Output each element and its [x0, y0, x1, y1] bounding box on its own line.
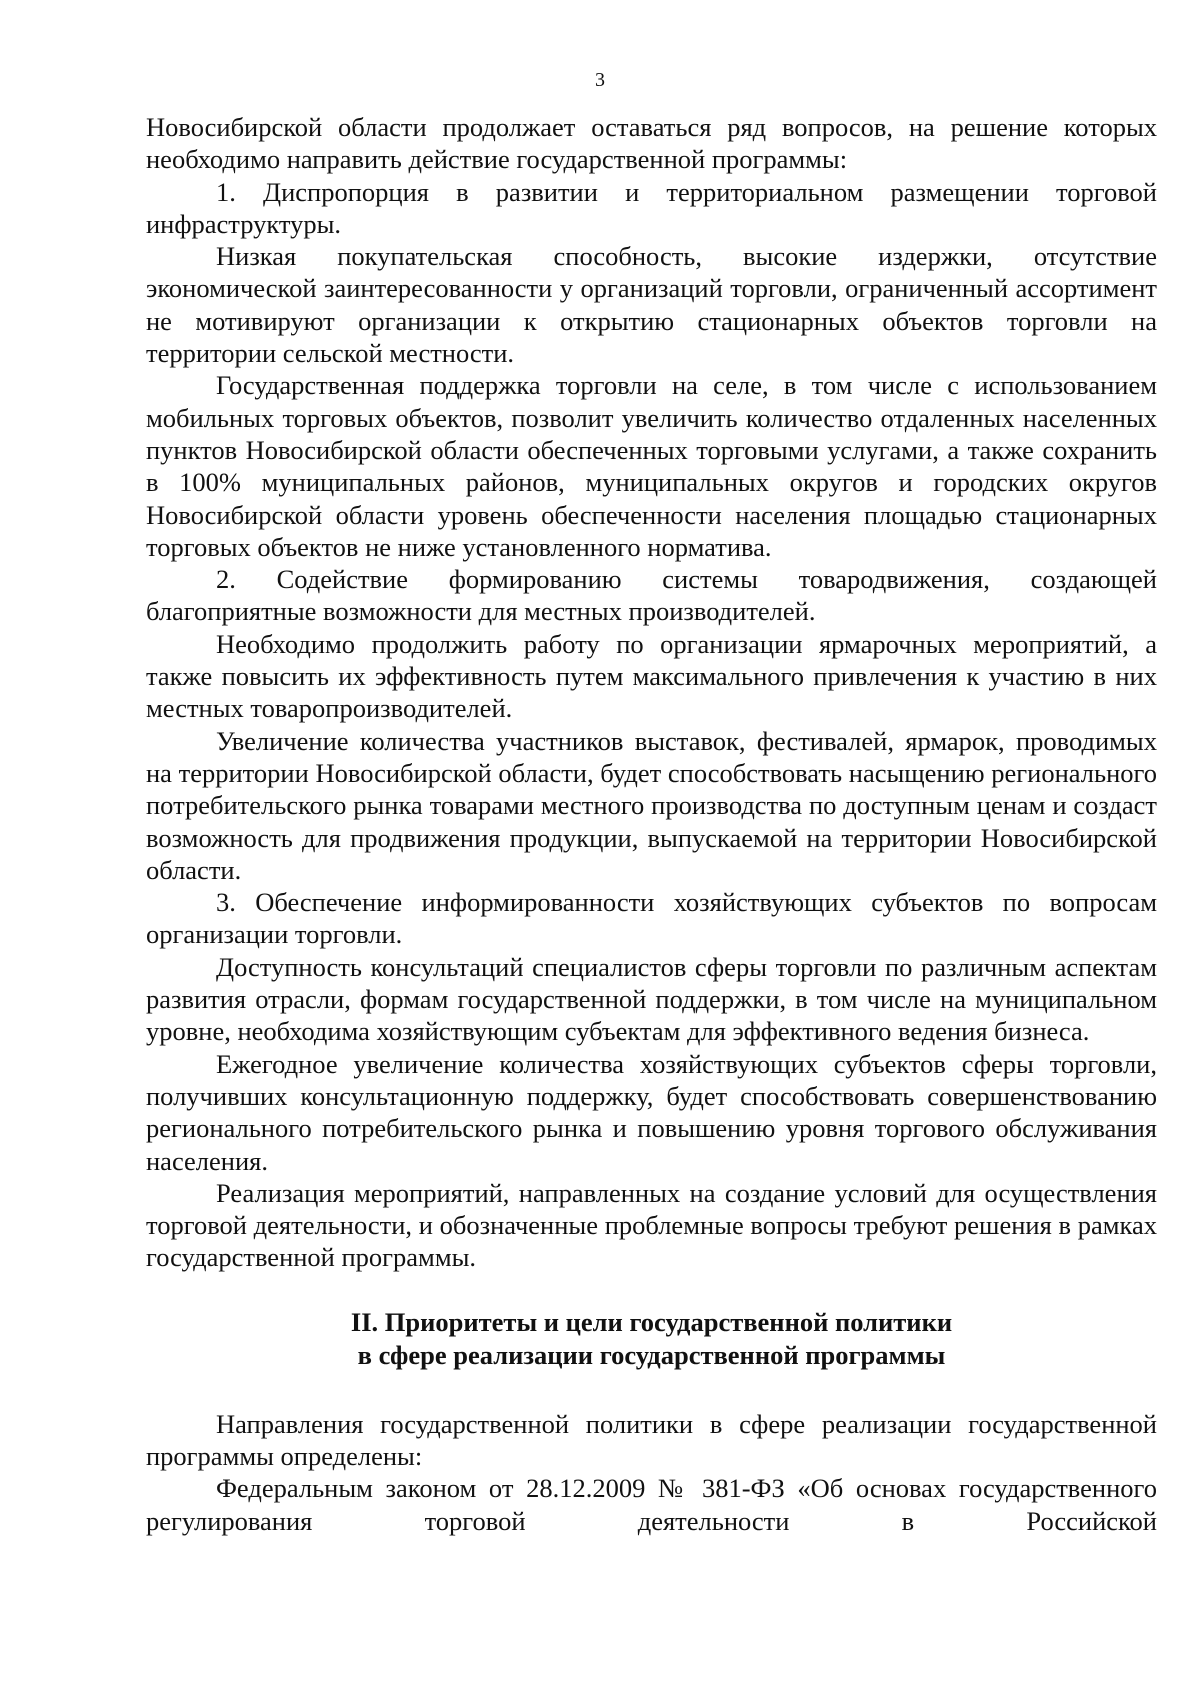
section-heading-line-1: II. Приоритеты и цели государственной политики — [350, 1306, 953, 1337]
section-heading — [146, 1306, 1157, 1372]
paragraph: Новосибирской области продолжает оставаться ряд вопросов, на решение которых необходимо направить действие государственной программы: — [146, 112, 1157, 175]
paragraph: Направления государственной политики в сфере реализации государственной программы определены: — [146, 1408, 1157, 1471]
paragraph: Увеличение количества участников выставок, фестивалей, ярмарок, проводимых на территории Новосибирской области, будет способствовать насыщению регионального потребительского рынка товарами местного производства по доступным ценам и создаст возможность для продвижения продукции, выпускаемой на территории Новосибирской области. — [146, 725, 1157, 885]
document-body — [146, 111, 1157, 1537]
paragraph: 1. Диспропорция в развитии и территориальном размещении торговой инфраструктуры. — [146, 176, 1157, 239]
paragraph: Низкая покупательская способность, высокие издержки, отсутствие экономической заинтересованности у организаций торговли, ограниченный ассортимент не мотивируют организации к открытию стационарных объектов торговли на территории сельской местности. — [146, 241, 1157, 369]
paragraph: Ежегодное увеличение количества хозяйствующих субъектов сферы торговли, получивших консультационную поддержку, будет способствовать совершенствованию регионального потребительского рынка и повышению уровня торгового обслуживания населения. — [146, 1048, 1157, 1176]
paragraph: Государственная поддержка торговли на селе, в том числе с использованием мобильных торговых объектов, позволит увеличить количество отдаленных населенных пунктов Новосибирской области обеспеченных торговыми услугами, а также сохранить в 100% муниципальных районов, муниципальных округов и городских округов Новосибирской области уровень обеспеченности населения площадью стационарных торговых объектов не ниже установленного норматива. — [146, 370, 1157, 562]
paragraph: 3. Обеспечение информированности хозяйствующих субъектов по вопросам организации торговли. — [146, 887, 1157, 950]
section-heading-line-2: в сфере реализации государственной программы — [357, 1339, 946, 1370]
paragraph: Доступность консультаций специалистов сферы торговли по различным аспектам развития отрасли, формам государственной поддержки, в том числе на муниципальном уровне, необходима хозяйствующим субъектам для эффективного ведения бизнеса. — [146, 951, 1157, 1047]
paragraph: 2. Содействие формированию системы товародвижения, создающей благоприятные возможности для местных производителей. — [146, 564, 1157, 627]
paragraph: Реализация мероприятий, направленных на создание условий для осуществления торговой деятельности, и обозначенные проблемные вопросы требуют решения в рамках государственной программы. — [146, 1177, 1157, 1273]
paragraph: Федеральным законом от 28.12.2009 № 381-ФЗ «Об основах государственного регулирования торговой деятельности в Российской — [146, 1473, 1157, 1536]
paragraph: Необходимо продолжить работу по организации ярмарочных мероприятий, а также повысить их эффективность путем максимального привлечения к участию в них местных товаропроизводителей. — [146, 628, 1157, 724]
page-number: 3 — [595, 69, 605, 91]
